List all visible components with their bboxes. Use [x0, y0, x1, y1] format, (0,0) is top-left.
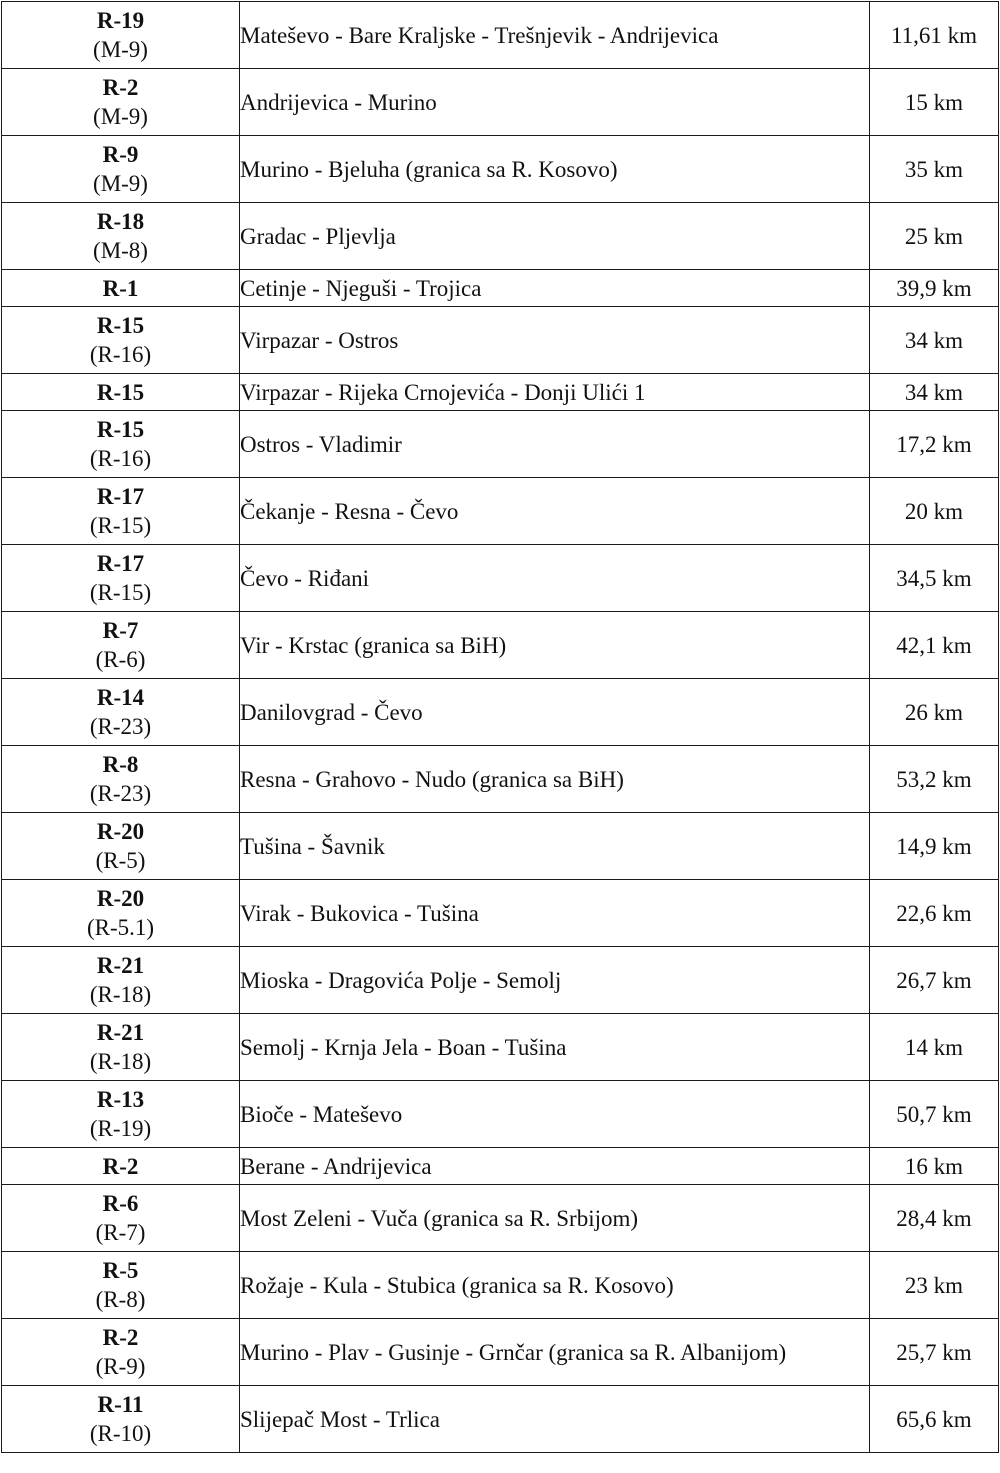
old-road-code: (M-9) — [93, 104, 148, 129]
route-description: Ostros - Vladimir — [240, 411, 870, 478]
road-length: 34,5 km — [870, 545, 999, 612]
route-description: Rožaje - Kula - Stubica (granica sa R. Kosovo) — [240, 1252, 870, 1319]
old-road-code: (M-9) — [93, 37, 148, 62]
table-row — [2, 136, 999, 203]
old-road-code: (M-8) — [93, 238, 148, 263]
road-code-cell — [2, 1185, 240, 1252]
road-code: R-17 — [96, 551, 145, 576]
road-code-cell — [2, 1081, 240, 1148]
road-code: R-15 — [96, 313, 145, 338]
old-road-code: (R-19) — [89, 1116, 152, 1141]
table-row — [2, 2, 999, 69]
route-description: Resna - Grahovo - Nudo (granica sa BiH) — [240, 746, 870, 813]
table-row — [2, 880, 999, 947]
table-row — [2, 612, 999, 679]
road-code-cell — [2, 2, 240, 69]
road-length: 16 km — [870, 1148, 999, 1185]
table-row — [2, 270, 999, 307]
road-code: R-19 — [96, 8, 145, 33]
table-row — [2, 374, 999, 411]
route-description: Murino - Plav - Gusinje - Grnčar (granica sa R. Albanijom) — [240, 1319, 870, 1386]
table-row — [2, 1319, 999, 1386]
route-description: Semolj - Krnja Jela - Boan - Tušina — [240, 1014, 870, 1081]
road-code-cell — [2, 947, 240, 1014]
road-code: R-21 — [96, 1020, 145, 1045]
road-code-cell — [2, 411, 240, 478]
road-length: 17,2 km — [870, 411, 999, 478]
route-description: Vir - Krstac (granica sa BiH) — [240, 612, 870, 679]
road-length: 34 km — [870, 374, 999, 411]
road-length: 26,7 km — [870, 947, 999, 1014]
table-row — [2, 1386, 999, 1453]
road-length: 23 km — [870, 1252, 999, 1319]
route-description: Murino - Bjeluha (granica sa R. Kosovo) — [240, 136, 870, 203]
road-code-cell — [2, 1148, 240, 1185]
road-length: 14,9 km — [870, 813, 999, 880]
road-code-cell — [2, 478, 240, 545]
table-row — [2, 203, 999, 270]
route-description: Cetinje - Njeguši - Trojica — [240, 270, 870, 307]
old-road-code: (R-16) — [89, 342, 152, 367]
old-road-code: (R-7) — [95, 1220, 146, 1245]
road-code: R-18 — [96, 209, 145, 234]
road-length: 20 km — [870, 478, 999, 545]
road-code-cell — [2, 374, 240, 411]
road-code-cell — [2, 307, 240, 374]
table-row — [2, 947, 999, 1014]
road-length: 50,7 km — [870, 1081, 999, 1148]
road-table — [1, 1, 999, 1453]
old-road-code: (R-18) — [89, 1049, 152, 1074]
route-description: Slijepač Most - Trlica — [240, 1386, 870, 1453]
old-road-code: (R-18) — [89, 982, 152, 1007]
route-description: Most Zeleni - Vuča (granica sa R. Srbijom) — [240, 1185, 870, 1252]
road-code-cell — [2, 679, 240, 746]
old-road-code: (R-10) — [89, 1421, 152, 1446]
route-description: Danilovgrad - Čevo — [240, 679, 870, 746]
table-row — [2, 679, 999, 746]
table-row — [2, 1185, 999, 1252]
route-description: Mateševo - Bare Kraljske - Trešnjevik - Andrijevica — [240, 2, 870, 69]
road-code: R-2 — [102, 1325, 139, 1350]
table-row — [2, 307, 999, 374]
old-road-code: (R-5) — [95, 848, 146, 873]
road-length: 26 km — [870, 679, 999, 746]
road-code: R-6 — [102, 1191, 139, 1216]
route-description: Virpazar - Rijeka Crnojevića - Donji Ulići 1 — [240, 374, 870, 411]
road-length: 22,6 km — [870, 880, 999, 947]
road-length: 25 km — [870, 203, 999, 270]
road-code: R-20 — [96, 819, 145, 844]
route-description: Virak - Bukovica - Tušina — [240, 880, 870, 947]
road-code-cell — [2, 69, 240, 136]
route-description: Čekanje - Resna - Čevo — [240, 478, 870, 545]
route-description: Bioče - Mateševo — [240, 1081, 870, 1148]
route-description: Virpazar - Ostros — [240, 307, 870, 374]
road-length: 53,2 km — [870, 746, 999, 813]
road-code: R-15 — [96, 417, 145, 442]
road-code-cell — [2, 746, 240, 813]
road-code-cell — [2, 1319, 240, 1386]
road-code: R-5 — [102, 1258, 139, 1283]
road-code: R-7 — [102, 618, 139, 643]
route-description: Andrijevica - Murino — [240, 69, 870, 136]
route-description: Mioska - Dragovića Polje - Semolj — [240, 947, 870, 1014]
road-code: R-20 — [96, 886, 145, 911]
road-code-cell — [2, 1014, 240, 1081]
road-code: R-8 — [102, 752, 139, 777]
table-row — [2, 813, 999, 880]
road-length: 11,61 km — [870, 2, 999, 69]
road-code-cell — [2, 880, 240, 947]
table-row — [2, 545, 999, 612]
road-code: R-13 — [96, 1087, 145, 1112]
table-row — [2, 1148, 999, 1185]
road-code-cell — [2, 545, 240, 612]
road-length: 39,9 km — [870, 270, 999, 307]
road-code-cell — [2, 1252, 240, 1319]
table-row — [2, 1252, 999, 1319]
table-row — [2, 411, 999, 478]
old-road-code: (R-23) — [89, 714, 152, 739]
road-code: R-15 — [96, 379, 145, 405]
road-length: 65,6 km — [870, 1386, 999, 1453]
road-code: R-17 — [96, 484, 145, 509]
road-code: R-11 — [97, 1392, 144, 1417]
route-description: Berane - Andrijevica — [240, 1148, 870, 1185]
road-code: R-21 — [96, 953, 145, 978]
old-road-code: (R-5.1) — [86, 915, 155, 940]
road-length: 28,4 km — [870, 1185, 999, 1252]
road-code-cell — [2, 136, 240, 203]
old-road-code: (R-15) — [89, 580, 152, 605]
road-code-cell — [2, 203, 240, 270]
route-description: Čevo - Riđani — [240, 545, 870, 612]
table-row — [2, 69, 999, 136]
road-table-body — [2, 2, 999, 1453]
road-code: R-2 — [102, 1153, 139, 1179]
road-code-cell — [2, 270, 240, 307]
road-length: 35 km — [870, 136, 999, 203]
road-length: 34 km — [870, 307, 999, 374]
table-row — [2, 746, 999, 813]
route-description: Tušina - Šavnik — [240, 813, 870, 880]
road-code: R-2 — [102, 75, 139, 100]
old-road-code: (R-6) — [95, 647, 146, 672]
road-code: R-9 — [102, 142, 139, 167]
old-road-code: (M-9) — [93, 171, 148, 196]
old-road-code: (R-8) — [95, 1287, 146, 1312]
old-road-code: (R-15) — [89, 513, 152, 538]
table-row — [2, 1014, 999, 1081]
table-row — [2, 478, 999, 545]
old-road-code: (R-23) — [89, 781, 152, 806]
road-length: 15 km — [870, 69, 999, 136]
route-description: Gradac - Pljevlja — [240, 203, 870, 270]
old-road-code: (R-16) — [89, 446, 152, 471]
table-row — [2, 1081, 999, 1148]
road-code: R-1 — [102, 275, 139, 301]
road-length: 25,7 km — [870, 1319, 999, 1386]
road-code: R-14 — [96, 685, 145, 710]
road-code-cell — [2, 1386, 240, 1453]
road-length: 42,1 km — [870, 612, 999, 679]
old-road-code: (R-9) — [95, 1354, 146, 1379]
road-code-cell — [2, 612, 240, 679]
road-code-cell — [2, 813, 240, 880]
road-length: 14 km — [870, 1014, 999, 1081]
